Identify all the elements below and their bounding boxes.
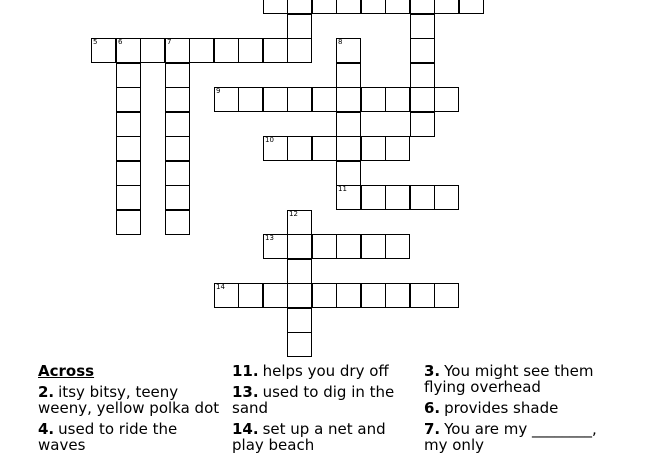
clue-text: set up a net and play beach bbox=[232, 420, 386, 454]
crossword-cell[interactable] bbox=[385, 283, 410, 308]
clue-number-label: 8 bbox=[338, 38, 343, 46]
crossword-cell[interactable] bbox=[116, 87, 141, 112]
crossword-cell[interactable] bbox=[263, 0, 288, 14]
crossword-cell[interactable] bbox=[287, 0, 312, 14]
clue-number: 14. bbox=[232, 420, 259, 438]
clue-list bbox=[0, 362, 650, 454]
crossword-cell[interactable] bbox=[410, 63, 435, 88]
crossword-cell[interactable] bbox=[361, 0, 386, 14]
crossword-cell[interactable] bbox=[410, 283, 435, 308]
crossword-cell[interactable] bbox=[165, 87, 190, 112]
clue-text: used to ride the waves bbox=[38, 420, 178, 454]
clue-column-1 bbox=[38, 363, 228, 458]
clue-text: helps you dry off bbox=[262, 362, 389, 380]
crossword-cell-11[interactable] bbox=[336, 185, 361, 210]
crossword-cell[interactable] bbox=[238, 87, 263, 112]
crossword-cell[interactable] bbox=[287, 38, 312, 63]
crossword-cell[interactable] bbox=[385, 185, 410, 210]
clue-text: You are my ________, my only bbox=[424, 420, 597, 454]
clue-across-11 bbox=[232, 363, 417, 379]
crossword-cell[interactable] bbox=[263, 87, 288, 112]
crossword-cell[interactable] bbox=[287, 283, 312, 308]
crossword-cell[interactable] bbox=[336, 112, 361, 137]
clue-number: 13. bbox=[232, 383, 259, 401]
clue-down-6 bbox=[424, 400, 614, 416]
crossword-cell[interactable] bbox=[189, 38, 214, 63]
crossword-cell[interactable] bbox=[287, 332, 312, 357]
crossword-cell[interactable] bbox=[165, 63, 190, 88]
crossword-cell[interactable] bbox=[336, 0, 361, 14]
crossword-cell-14[interactable] bbox=[214, 283, 239, 308]
clue-number-label: 9 bbox=[216, 87, 221, 95]
crossword-cell[interactable] bbox=[238, 283, 263, 308]
crossword-cell[interactable] bbox=[361, 283, 386, 308]
crossword-cell[interactable] bbox=[116, 112, 141, 137]
crossword-cell[interactable] bbox=[263, 38, 288, 63]
clue-number: 2. bbox=[38, 383, 55, 401]
crossword-cell[interactable] bbox=[385, 0, 410, 14]
crossword-cell[interactable] bbox=[116, 185, 141, 210]
crossword-cell[interactable] bbox=[459, 0, 484, 14]
crossword-cell[interactable] bbox=[116, 210, 141, 235]
crossword-cell[interactable] bbox=[165, 185, 190, 210]
crossword-cell[interactable] bbox=[312, 234, 337, 259]
crossword-cell[interactable] bbox=[410, 87, 435, 112]
crossword-cell[interactable] bbox=[312, 136, 337, 161]
crossword-cell[interactable] bbox=[214, 38, 239, 63]
crossword-cell[interactable] bbox=[336, 63, 361, 88]
crossword-cell[interactable] bbox=[336, 283, 361, 308]
clue-number-label: 13 bbox=[265, 234, 274, 242]
crossword-cell[interactable] bbox=[312, 283, 337, 308]
clue-column-3 bbox=[424, 363, 614, 458]
across-heading: Across bbox=[38, 362, 95, 380]
crossword-cell[interactable] bbox=[361, 87, 386, 112]
crossword-cell[interactable] bbox=[165, 210, 190, 235]
crossword-cell-8[interactable] bbox=[336, 38, 361, 63]
crossword-cell[interactable] bbox=[385, 87, 410, 112]
crossword-cell[interactable] bbox=[385, 234, 410, 259]
clue-number: 4. bbox=[38, 420, 55, 438]
crossword-cell[interactable] bbox=[140, 38, 165, 63]
clue-number: 3. bbox=[424, 362, 441, 380]
crossword-cell[interactable] bbox=[336, 87, 361, 112]
crossword-cell[interactable] bbox=[385, 136, 410, 161]
crossword-cell[interactable] bbox=[238, 38, 263, 63]
clue-across-2 bbox=[38, 384, 228, 416]
clue-down-3 bbox=[424, 363, 614, 395]
crossword-cell[interactable] bbox=[312, 87, 337, 112]
clue-number-label: 5 bbox=[93, 38, 98, 46]
crossword-cell[interactable] bbox=[287, 136, 312, 161]
crossword-cell[interactable] bbox=[312, 0, 337, 14]
clue-number-label: 11 bbox=[338, 185, 347, 193]
crossword-cell[interactable] bbox=[287, 259, 312, 284]
crossword-cell[interactable] bbox=[165, 112, 190, 137]
clue-number-label: 14 bbox=[216, 283, 225, 291]
crossword-cell[interactable] bbox=[165, 136, 190, 161]
clue-number-label: 10 bbox=[265, 136, 274, 144]
crossword-cell-13[interactable] bbox=[263, 234, 288, 259]
clue-down-7 bbox=[424, 421, 614, 453]
crossword-cell-6[interactable] bbox=[116, 38, 141, 63]
crossword-cell[interactable] bbox=[434, 283, 459, 308]
crossword-cell[interactable] bbox=[336, 234, 361, 259]
crossword-cell[interactable] bbox=[361, 234, 386, 259]
crossword-cell[interactable] bbox=[116, 136, 141, 161]
crossword-cell[interactable] bbox=[287, 308, 312, 333]
crossword-cell[interactable] bbox=[287, 14, 312, 39]
crossword-cell-9[interactable] bbox=[214, 87, 239, 112]
crossword-cell-7[interactable] bbox=[165, 38, 190, 63]
crossword-cell[interactable] bbox=[336, 161, 361, 186]
clue-across-14 bbox=[232, 421, 417, 453]
crossword-cell[interactable] bbox=[410, 14, 435, 39]
crossword-cell[interactable] bbox=[336, 136, 361, 161]
crossword-cell-5[interactable] bbox=[91, 38, 116, 63]
clue-text: used to dig in the sand bbox=[232, 383, 395, 417]
clue-number-label: 6 bbox=[118, 38, 123, 46]
crossword-cell-12[interactable] bbox=[287, 210, 312, 235]
clue-number-label: 7 bbox=[167, 38, 172, 46]
crossword-cell[interactable] bbox=[361, 185, 386, 210]
clue-number: 11. bbox=[232, 362, 259, 380]
crossword-cell[interactable] bbox=[410, 112, 435, 137]
crossword-cell[interactable] bbox=[410, 185, 435, 210]
crossword-cell-10[interactable] bbox=[263, 136, 288, 161]
clue-across-13 bbox=[232, 384, 417, 416]
crossword-cell[interactable] bbox=[434, 0, 459, 14]
clue-text: itsy bitsy, teeny weeny, yellow polka dot bbox=[38, 383, 220, 417]
crossword-cell[interactable] bbox=[116, 63, 141, 88]
clue-column-2 bbox=[232, 363, 417, 458]
crossword-cell[interactable] bbox=[165, 161, 190, 186]
clue-across-4 bbox=[38, 421, 228, 453]
crossword-cell[interactable] bbox=[434, 87, 459, 112]
crossword-cell[interactable] bbox=[361, 136, 386, 161]
clue-number: 6. bbox=[424, 399, 441, 417]
crossword-cell[interactable] bbox=[410, 38, 435, 63]
crossword-cell[interactable] bbox=[410, 0, 435, 14]
clue-text: provides shade bbox=[444, 399, 559, 417]
clue-number-label: 12 bbox=[289, 210, 298, 218]
crossword-cell[interactable] bbox=[434, 185, 459, 210]
clue-number: 7. bbox=[424, 420, 441, 438]
crossword-cell[interactable] bbox=[287, 234, 312, 259]
crossword-cell[interactable] bbox=[263, 283, 288, 308]
clue-text: You might see them flying overhead bbox=[424, 362, 594, 396]
crossword-cell[interactable] bbox=[287, 87, 312, 112]
crossword-cell[interactable] bbox=[116, 161, 141, 186]
